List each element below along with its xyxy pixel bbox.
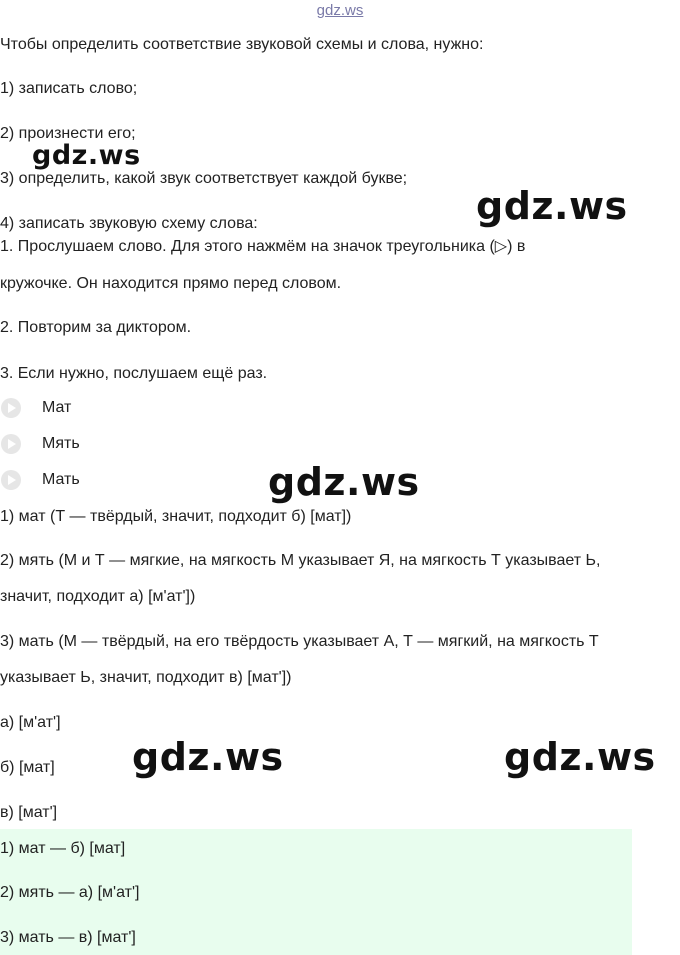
scheme-line: б) [мат] <box>0 759 55 776</box>
watermark: gdz.ws <box>32 140 141 171</box>
intro-step: 4) записать звуковую схему слова: <box>0 215 258 232</box>
audio-option[interactable] <box>0 468 80 492</box>
answer-line: 2) мять — а) [м'ат'] <box>0 884 140 901</box>
intro-title: Чтобы определить соответствие звуковой схемы и слова, нужно: <box>0 36 484 53</box>
instruction-line: кружочке. Он находится прямо перед словом. <box>0 275 342 292</box>
audio-option-label: Мять <box>42 435 80 452</box>
instruction-line: 1. Прослушаем слово. Для этого нажмём на значок треугольника (▷) в <box>0 238 526 255</box>
scheme-line: в) [мат'] <box>0 804 58 821</box>
site-header-watermark[interactable]: gdz.ws <box>316 2 364 19</box>
audio-option[interactable] <box>0 432 80 456</box>
instruction-line: 3. Если нужно, послушаем ещё раз. <box>0 365 268 382</box>
explanation-line: значит, подходит а) [м'ат']) <box>0 588 196 605</box>
audio-option[interactable] <box>0 396 71 420</box>
play-circle-icon[interactable] <box>1 434 21 454</box>
answer-line: 1) мат — б) [мат] <box>0 840 126 857</box>
scheme-line: а) [м'ат'] <box>0 714 61 731</box>
intro-step: 3) определить, какой звук соответствует каждой букве; <box>0 170 408 187</box>
explanation-line: 3) мать (М — твёрдый, на его твёрдость указывает А, Т — мягкий, на мягкость Т <box>0 633 599 650</box>
play-circle-icon[interactable] <box>1 470 21 490</box>
instruction-line: 2. Повторим за диктором. <box>0 319 192 336</box>
explanation-line: 2) мять (М и Т — мягкие, на мягкость М указывает Я, на мягкость Т указывает Ь, <box>0 552 601 569</box>
audio-option-label: Мать <box>42 471 80 488</box>
explanation-line: указывает Ь, значит, подходит в) [мат']) <box>0 669 292 686</box>
play-circle-icon[interactable] <box>1 398 21 418</box>
watermark: gdz.ws <box>504 735 656 779</box>
watermark: gdz.ws <box>132 735 284 779</box>
answer-line: 3) мать — в) [мат'] <box>0 929 136 946</box>
intro-step: 1) записать слово; <box>0 80 138 97</box>
audio-option-label: Мат <box>42 399 72 416</box>
watermark: gdz.ws <box>476 184 628 228</box>
explanation-line: 1) мат (Т — твёрдый, значит, подходит б) [мат]) <box>0 508 352 525</box>
intro-step: 2) произнести его; <box>0 125 136 142</box>
watermark: gdz.ws <box>268 460 420 504</box>
